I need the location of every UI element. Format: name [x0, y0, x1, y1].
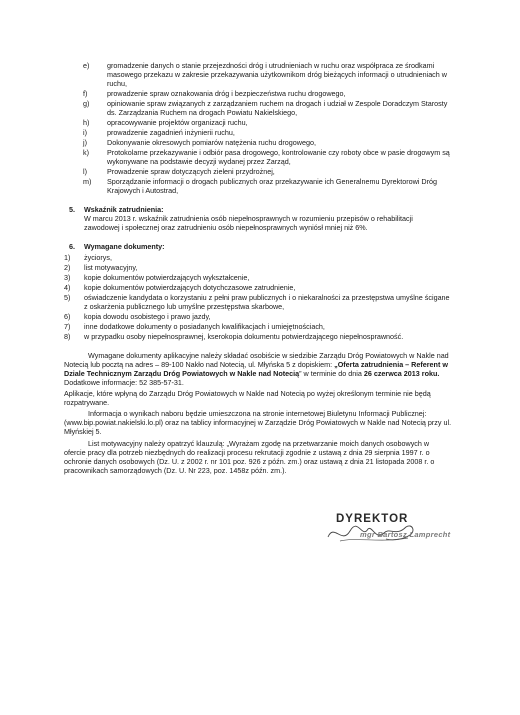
- list-item-line: masowego przekazu w zakresie przekazywania użytkownikom dróg bieżących informacji o utrudnieniach w: [107, 70, 447, 79]
- section-heading: Wskaźnik zatrudnienia:: [84, 205, 164, 214]
- list-item-line: wykonywane na podstawie decyzji wydanej przez Zarząd,: [107, 157, 291, 166]
- list-item-line: ds. Zarządzania Ruchem na drogach Powiatu Nakielskiego,: [107, 108, 298, 117]
- deadline-date: 26 czerwca 2013 roku.: [363, 369, 440, 378]
- list-item-line: list motywacyjny,: [84, 263, 138, 272]
- list-marker: g): [83, 99, 90, 108]
- list-marker: i): [83, 128, 87, 137]
- list-marker: k): [83, 148, 89, 157]
- paragraph-line: Informacja o wynikach naboru będzie umieszczona na stronie internetowej Biuletynu Informacji Publicznej:: [88, 409, 427, 418]
- paragraph-text: Notecią lub pocztą na adres – 89-100 Nakło nad Notecią, ul. Młyńska 5 z dopiskiem:: [64, 360, 333, 369]
- paragraph-line: List motywacyjny należy opatrzyć klauzulą: „Wyrażam zgodę na przetwarzanie moich danych osobowych w: [88, 439, 430, 448]
- signatory-name: mgr Bartosz Lamprecht: [360, 530, 451, 539]
- signature-title: DYREKTOR: [336, 513, 409, 525]
- list-marker: 5): [64, 293, 71, 302]
- list-item-line: w przypadku osoby niepełnosprawnej, kserokopia dokumentu potwierdzającego niepełnosprawność.: [84, 332, 404, 341]
- paragraph-line: zawodowej i społecznej oraz zatrudnieniu osób niepełnosprawnych wyniósł mniej niż 6%.: [84, 223, 368, 232]
- list-item-line: Dokonywanie okresowych pomiarów natężenia ruchu drogowego,: [107, 138, 316, 147]
- list-item-line: Prowadzenie spraw dotyczących zieleni przydrożnej,: [107, 167, 275, 176]
- list-marker: f): [83, 89, 88, 98]
- list-item-line: kopie dokumentów potwierdzających dotychczasowe zatrudnienie,: [84, 283, 296, 292]
- list-marker: j): [83, 138, 87, 147]
- list-marker: e): [83, 61, 90, 70]
- list-item-line: życiorys,: [84, 253, 112, 262]
- section-heading: Wymagane dokumenty:: [84, 242, 165, 251]
- list-item-line: z oskarżenia publicznego lub umyślne przestępstwa skarbowe,: [84, 302, 285, 311]
- section-number: 6.: [69, 242, 75, 251]
- section-number: 5.: [69, 205, 75, 214]
- contact-phone: Dodatkowe informacje: 52 385-57-31.: [64, 378, 184, 387]
- list-marker: 8): [64, 332, 71, 341]
- list-marker: 1): [64, 253, 71, 262]
- list-item-line: Protokolarne przekazywanie i odbiór pasa drogowego, kontrolowanie czy roboty obce w pasie drogowym są: [107, 148, 450, 157]
- list-item-line: oświadczenie kandydata o korzystaniu z pełni praw publicznych i o niekaralności za przestępstwa umyślne ścigane: [84, 293, 450, 302]
- list-item-line: opracowywanie projektów organizacji ruchu,: [107, 118, 248, 127]
- list-item-line: gromadzenie danych o stanie przejezdności dróg i utrudnieniach w ruchu oraz współpraca ze środkami: [107, 61, 435, 70]
- paragraph-line: pracownikach samorządowych (Dz. U. Nr 223, poz. 1458z późn. zm.).: [64, 466, 287, 475]
- list-marker: l): [83, 167, 87, 176]
- list-marker: 7): [64, 322, 71, 331]
- list-item-line: prowadzenie spraw oznakowania dróg i bezpieczeństwa ruchu drogowego,: [107, 89, 346, 98]
- list-marker: h): [83, 118, 90, 127]
- department-name: Dziale Technicznym Zarządu Dróg Powiatowych w Nakle nad Notecią: [64, 369, 300, 378]
- list-item-line: ruchu,: [107, 79, 127, 88]
- offer-quote-start: „Oferta zatrudnienia – Referent w: [334, 360, 448, 369]
- list-item-line: Sporządzanie informacji o drogach publicznych oraz przekazywanie ich Generalnemu Dyrektorowi Dróg: [107, 177, 437, 186]
- paragraph-line: Młyńskiej 5.: [64, 427, 102, 436]
- bip-link-line: (www.bip.powiat.nakielski.lo.pl) oraz na tablicy informacyjnej w Zarządzie Dróg Powiatowych w Nakle nad Notecią przy ul.: [64, 418, 452, 427]
- list-item-line: opiniowanie spraw związanych z zarządzaniem ruchem na drogach i udział w Zespole Doradczym Starosty: [107, 99, 448, 108]
- list-item-line: kopia dowodu osobistego i prawo jazdy,: [84, 312, 211, 321]
- paragraph-line: W marcu 2013 r. wskaźnik zatrudnienia osób niepełnosprawnych w rozumieniu przepisów o rehabilitacji: [84, 214, 413, 223]
- paragraph-line: ofercie pracy dla potrzeb niezbędnych do realizacji procesu rekrutacji zgodnie z ustawą z dnia 29 sierpnia 1997 r. o: [64, 448, 430, 457]
- list-item-line: prowadzenie zagadnień inżynierii ruchu,: [107, 128, 235, 137]
- list-marker: 6): [64, 312, 71, 321]
- paragraph-line: ochronie danych osobowych (Dz. U. z 2002 r. nr 101 poz. 926 z późn. zm.) oraz ustawą z dnia 21 listopada 2008 r. o: [64, 457, 435, 466]
- list-marker: 4): [64, 283, 71, 292]
- paragraph-text: ” w terminie do dnia: [299, 369, 362, 378]
- paragraph-line: Wymagane dokumenty aplikacyjne należy składać osobiście w siedzibie Zarządu Dróg Powiatowych w Nakle nad: [88, 351, 449, 360]
- paragraph-line: Aplikacje, które wpłyną do Zarządu Dróg Powiatowych w Nakle nad Notecią po wyżej określonym terminie nie będą: [64, 389, 431, 398]
- paragraph-line: rozpatrywane.: [64, 398, 110, 407]
- list-item-line: kopie dokumentów potwierdzających wykształcenie,: [84, 273, 250, 282]
- list-item-line: Krajowych i Autostrad,: [107, 186, 179, 195]
- list-marker: 3): [64, 273, 71, 282]
- list-item-line: inne dodatkowe dokumenty o posiadanych kwalifikacjach i umiejętnościach,: [84, 322, 325, 331]
- list-marker: 2): [64, 263, 71, 272]
- list-marker: m): [83, 177, 92, 186]
